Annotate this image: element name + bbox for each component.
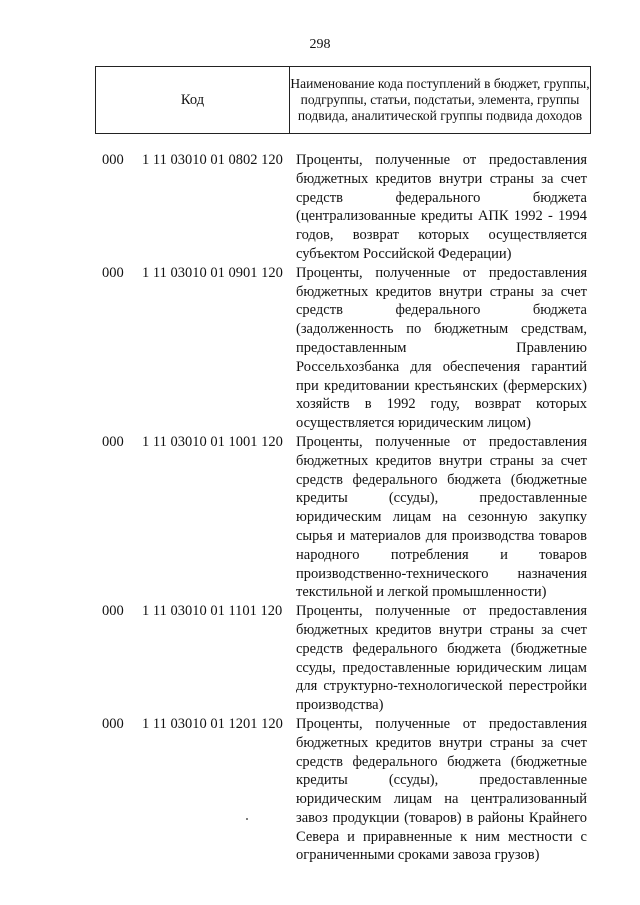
list-item xyxy=(0,602,640,715)
entry-code: 1 11 03010 01 1201 120 xyxy=(142,715,283,732)
code-list xyxy=(0,151,640,865)
entry-code: 1 11 03010 01 1101 120 xyxy=(142,603,283,620)
entry-description: Проценты, полученные от предоставления бюджетных кредитов внутри страны за счет средств федерального бюджета (задолженность по бюджетным средствам, предоставленным Правлению Россельхозбанка для обеспечения гарантий при кредитовании крестьянских (фермерских) хозяйств в 1992 году, возврат которых осуществляется юридическим лицом) xyxy=(296,264,587,432)
list-item xyxy=(0,264,640,433)
list-item xyxy=(0,715,640,865)
entry-code: 1 11 03010 01 1001 120 xyxy=(142,433,283,450)
entry-prefix: 000 xyxy=(102,264,124,281)
entry-prefix: 000 xyxy=(102,433,124,450)
list-item xyxy=(0,433,640,602)
list-item xyxy=(0,151,640,264)
entry-description: Проценты, полученные от предоставления бюджетных кредитов внутри страны за счет средств федерального бюджета (бюджетные ссуды, предоставленные юридическим лицам для структурно-технологической перестройки производства) xyxy=(296,603,587,714)
header-name-label: Наименование кода поступлений в бюджет, группы, подгруппы, статьи, подстатьи, элемента, группы подвида, аналитической группы подвида доходов xyxy=(290,67,591,134)
entry-code: 1 11 03010 01 0901 120 xyxy=(142,264,283,281)
entry-prefix: 000 xyxy=(102,603,124,620)
entry-prefix: 000 xyxy=(102,152,124,168)
page-number: 298 xyxy=(309,37,331,52)
scan-speck xyxy=(246,818,248,820)
entry-code: 1 11 03010 01 0802 120 xyxy=(142,152,283,168)
entry-description: Проценты, полученные от предоставления бюджетных кредитов внутри страны за счет средств федерального бюджета (бюджетные кредиты (ссуды), предоставленные юридическим лицам на сезонную закупку сырья и материалов для производства товаров народного потребления и товаров производственно-технического назначения текстильной и легкой промышленности) xyxy=(296,433,587,601)
header-table xyxy=(95,66,591,134)
entry-description: Проценты, полученные от предоставления бюджетных кредитов внутри страны за счет средств федерального бюджета (централизованные кредиты АПК 1992 - 1994 годов, возврат которых осуществляется субъектом Российской Федерации) xyxy=(296,152,587,262)
header-code-label: Код xyxy=(96,67,290,134)
entry-description: Проценты, полученные от предоставления бюджетных кредитов внутри страны за счет средств федерального бюджета (бюджетные кредиты (ссуды), предоставленные юридическим лицам на централизованный завоз продукции (товаров) в районы Крайнего Севера и приравненные к ним местности с ограниченными сроками завоза грузов) xyxy=(296,715,587,864)
entry-prefix: 000 xyxy=(102,715,124,732)
